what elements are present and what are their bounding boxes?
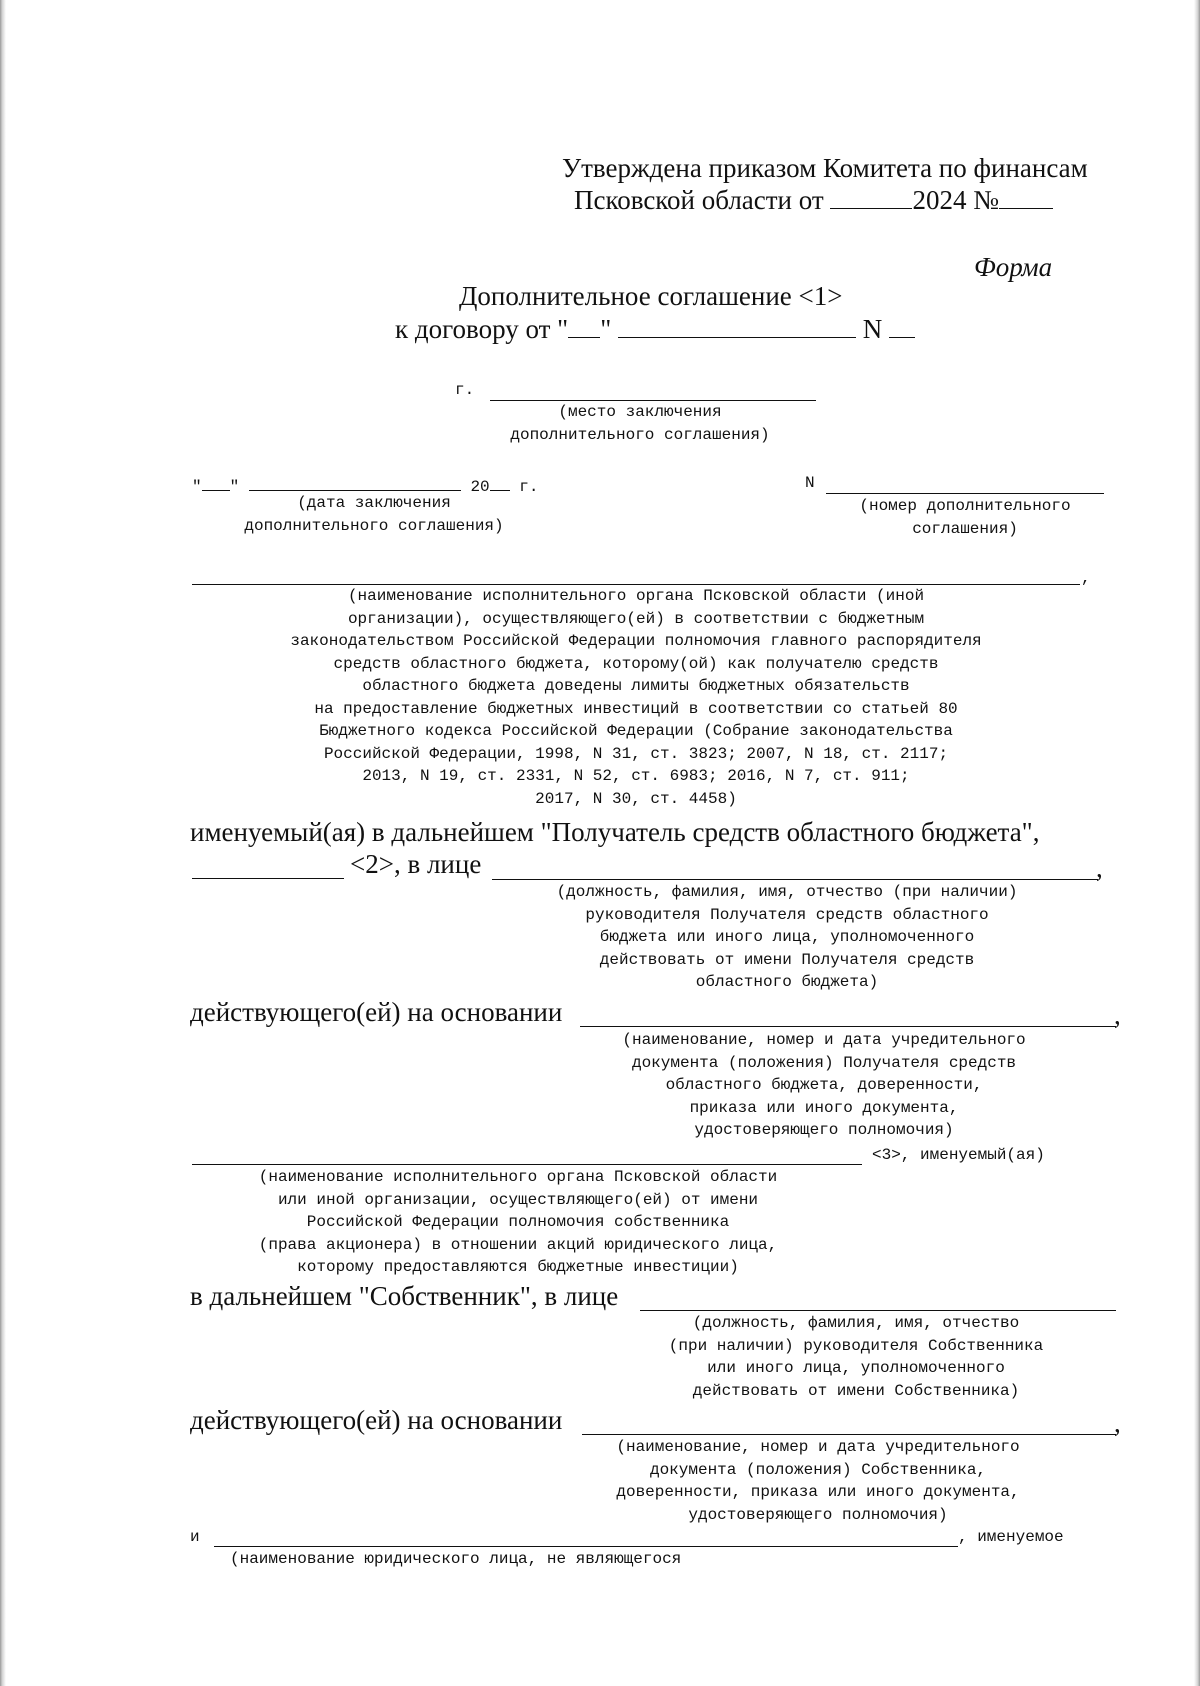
entity-prefix: и (190, 1528, 200, 1546)
entity-name-blank (214, 1546, 958, 1547)
approval-line-2: Псковской области от 2024 № (574, 184, 1053, 216)
organ-caption: (наименование исполнительного органа Псковской области (иной организации), осуществляющего(ей) в соответствии с бюджетным законодательством Российской Федерации полномочия главного распорядителя средств областного бюджета, которому(ой) как получателю средств областного бюджета доведены лимиты бюджетных обязательств на предоставление бюджетных инвестиций в соответствии со статьей 80 Бюджетного кодекса Российской Федерации (Собрание законодательства Российской Федерации, 1998, N 31, ст. 3823; 2007, N 18, ст. 2117; 2013, N 19, ст. 2331, N 52, ст. 6983; 2016, N 7, ст. 911; 2017, N 30, ст. 4458) (290, 587, 982, 808)
owner-person-blank (640, 1310, 1116, 1311)
entity-suffix: , именуемое (958, 1528, 1064, 1546)
contract-number-blank (889, 317, 915, 338)
owner-ref: <3>, именуемый(ая) (872, 1146, 1045, 1164)
scan-edge-right (1194, 0, 1200, 1686)
recipient-person-caption: (должность, фамилия, имя, отчество (при наличии) руководителя Получателя средств областного бюджета или иного лица, уполномоченного действовать от имени Получателя средств областного бюджета) (556, 883, 1018, 991)
recipient-person-blank (492, 879, 1098, 880)
form-label: Форма (974, 252, 1053, 282)
recipient-person-comma: , (1096, 853, 1103, 883)
contract-day-blank (568, 317, 600, 338)
owner-name-blank (192, 1164, 862, 1165)
owner-caption: (наименование исполнительного органа Псковской области или иной организации, осуществляющего(ей) от имени Российской Федерации полномочия собственника (права акционера) в отношении акций юридического лица, которому предоставляются бюджетные инвестиции) (258, 1168, 778, 1276)
date-row: " " 20 г. (192, 470, 538, 499)
recipient-named-line: именуемый(ая) в дальнейшем "Получатель средств областного бюджета", (190, 817, 1040, 847)
recipient-short-blank (192, 878, 344, 879)
recipient-basis-comma: , (1114, 1000, 1121, 1030)
agreement-year-blank (490, 470, 510, 491)
agreement-number-blank (826, 493, 1104, 494)
agreement-day-blank (202, 470, 230, 491)
recipient-basis-label: действующего(ей) на основании (190, 997, 563, 1027)
organ-comma: , (1081, 569, 1091, 587)
owner-basis-label: действующего(ей) на основании (190, 1405, 563, 1435)
owner-basis-caption: (наименование, номер и дата учредительного документа (положения) Собственника, доверенности, приказа или иного документа, удостоверяющего полномочия) (616, 1438, 1020, 1524)
owner-basis-comma: , (1114, 1408, 1121, 1438)
doc-title: Дополнительное соглашение <1> (459, 281, 843, 311)
recipient-basis-blank (580, 1026, 1116, 1027)
place-caption: (место заключения дополнительного соглашения) (510, 403, 770, 444)
doc-subtitle: к договору от " " N (395, 313, 915, 345)
place-prefix: г. (455, 381, 475, 399)
agreement-date-blank (249, 470, 461, 491)
scan-edge-left (0, 0, 6, 1686)
recipient-person-label: <2>, в лице (350, 849, 482, 879)
contract-date-blank (618, 317, 856, 338)
owner-person-caption: (должность, фамилия, имя, отчество (при наличии) руководителя Собственника или иного лица, уполномоченного действовать от имени Собственника) (668, 1314, 1044, 1400)
approval-line-1: Утверждена приказом Комитета по финансам (562, 153, 1088, 183)
approval-number-blank (999, 188, 1053, 209)
date-caption: (дата заключения дополнительного соглашения) (244, 494, 504, 535)
owner-named-line: в дальнейшем "Собственник", в лице (190, 1281, 619, 1311)
number-caption: (номер дополнительного соглашения) (859, 497, 1071, 538)
owner-basis-blank (582, 1434, 1116, 1435)
entity-caption: (наименование юридического лица, не являющегося (230, 1550, 682, 1568)
approval-date-blank (830, 188, 912, 209)
number-prefix: N (805, 474, 815, 492)
recipient-basis-caption: (наименование, номер и дата учредительного документа (положения) Получателя средств областного бюджета, доверенности, приказа или иного документа, удостоверяющего полномочия) (622, 1031, 1026, 1139)
